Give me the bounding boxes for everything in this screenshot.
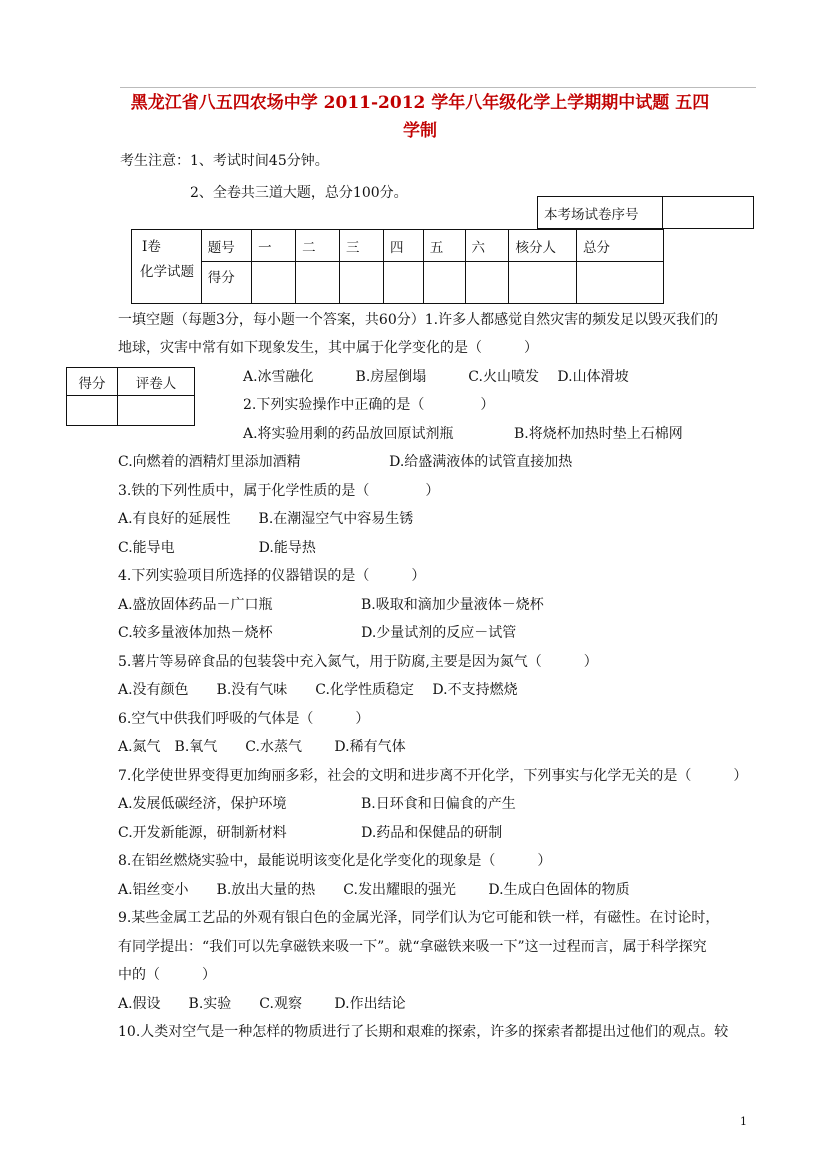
- body-line: A.铝丝变小 B.放出大量的热 C.发出耀眼的强光 D.生成白色固体的物质: [118, 882, 630, 898]
- body-line: 8.在铝丝燃烧实验中，最能说明该变化是化学变化的现象是（ ）: [118, 853, 552, 869]
- score-cell[interactable]: [423, 262, 465, 304]
- page-title-line1: 黑龙江省八五四农场中学 2011-2012 学年八年级化学上学期期中试题 五四: [130, 93, 710, 113]
- seat-number-label: 本考场试卷序号: [538, 197, 663, 229]
- body-line: 10.人类对空气是一种怎样的物质进行了长期和艰难的探索，许多的探索者都提出过他们的观点。较: [118, 1024, 729, 1040]
- grader-name-label: 评卷人: [118, 368, 195, 396]
- score-table-col-checker: 核分人: [509, 230, 577, 262]
- body-line: A.没有颜色 B.没有气味 C.化学性质稳定 D.不支持燃烧: [118, 682, 518, 698]
- score-table-col-4: 四: [384, 230, 424, 262]
- score-cell[interactable]: [296, 262, 340, 304]
- score-table-subject-label: 化学试题: [140, 263, 194, 280]
- grader-score-cell[interactable]: [67, 396, 118, 426]
- body-line: A.盛放固体药品－广口瓶 B.吸取和滴加少量液体－烧杯: [118, 597, 544, 613]
- body-line: 有同学提出：“我们可以先拿磁铁来吸一下”。就“拿磁铁来吸一下”这一过程而言，属于科学探究: [118, 939, 707, 955]
- body-line: C.能导电 D.能导热: [118, 540, 316, 556]
- body-line: 3.铁的下列性质中，属于化学性质的是（ ）: [118, 483, 440, 499]
- score-cell[interactable]: [252, 262, 296, 304]
- body-line: 7.化学使世界变得更加绚丽多彩，社会的文明和进步离不开化学，下列事实与化学无关的是（ ）: [118, 768, 748, 784]
- grader-box: [66, 367, 195, 426]
- body-line: 一填空题（每题3分，每小题一个答案，共60分）1.许多人都感觉自然灾害的频发足以毁灭我们的: [118, 312, 719, 328]
- body-line: 2.下列实验操作中正确的是（ ）: [243, 397, 495, 413]
- page-title-line2: 学制: [403, 121, 437, 141]
- score-cell[interactable]: [509, 262, 577, 304]
- score-table-col-1: 一: [252, 230, 296, 262]
- score-table-header-label: 题号: [201, 230, 251, 262]
- body-line: 5.薯片等易碎食品的包装袋中充入氮气，用于防腐,主要是因为氮气（ ）: [118, 654, 598, 670]
- score-table-col-2: 二: [296, 230, 340, 262]
- score-cell[interactable]: [465, 262, 509, 304]
- body-line: A.将实验用剩的药品放回原试剂瓶 B.将烧杯加热时垫上石棉网: [243, 426, 683, 442]
- score-table-section: [132, 230, 202, 304]
- score-table-col-3: 三: [340, 230, 384, 262]
- seat-number-box: [537, 196, 754, 229]
- page-number: 1: [740, 1115, 747, 1128]
- score-table-col-6: 六: [465, 230, 509, 262]
- body-line: A.有良好的延展性 B.在潮湿空气中容易生锈: [118, 511, 414, 527]
- seat-number-value[interactable]: [663, 197, 754, 229]
- body-line: A.氮气 B.氧气 C.水蒸气 D.稀有气体: [118, 739, 406, 755]
- body-line: A.冰雪融化 B.房屋倒塌 C.火山喷发 D.山体滑坡: [243, 369, 629, 385]
- grader-name-cell[interactable]: [118, 396, 195, 426]
- note-line-2: 2、全卷共三道大题，总分100分。: [190, 185, 408, 201]
- grader-score-label: 得分: [67, 368, 118, 396]
- score-table: [131, 229, 664, 304]
- score-table-col-total: 总分: [577, 230, 664, 262]
- score-table-col-5: 五: [423, 230, 465, 262]
- body-line: 中的（ ）: [118, 967, 216, 983]
- score-cell[interactable]: [340, 262, 384, 304]
- body-line: C.开发新能源，研制新材料 D.药品和保健品的研制: [118, 825, 503, 841]
- body-line: C.向燃着的酒精灯里添加酒精 D.给盛满液体的试管直接加热: [118, 454, 573, 470]
- body-line: 4.下列实验项目所选择的仪器错误的是（ ）: [118, 568, 426, 584]
- score-table-section-label: Ⅰ卷: [142, 238, 161, 255]
- body-line: 地球，灾害中常有如下现象发生，其中属于化学变化的是（ ）: [118, 340, 538, 356]
- body-line: C.较多量液体加热－烧杯 D.少量试剂的反应－试管: [118, 625, 517, 641]
- body-line: A.发展低碳经济，保护环境 B.日环食和日偏食的产生: [118, 796, 516, 812]
- score-cell[interactable]: [384, 262, 424, 304]
- body-line: 6.空气中供我们呼吸的气体是（ ）: [118, 711, 370, 727]
- body-line: 9.某些金属工艺品的外观有银白色的金属光泽，同学们认为它可能和铁一样，有磁性。在讨论时，: [118, 910, 720, 926]
- note-line-1: 考生注意：1、考试时间45分钟。: [120, 153, 329, 169]
- score-table-score-label: 得分: [201, 262, 251, 304]
- body-line: A.假设 B.实验 C.观察 D.作出结论: [118, 996, 406, 1012]
- score-cell[interactable]: [577, 262, 664, 304]
